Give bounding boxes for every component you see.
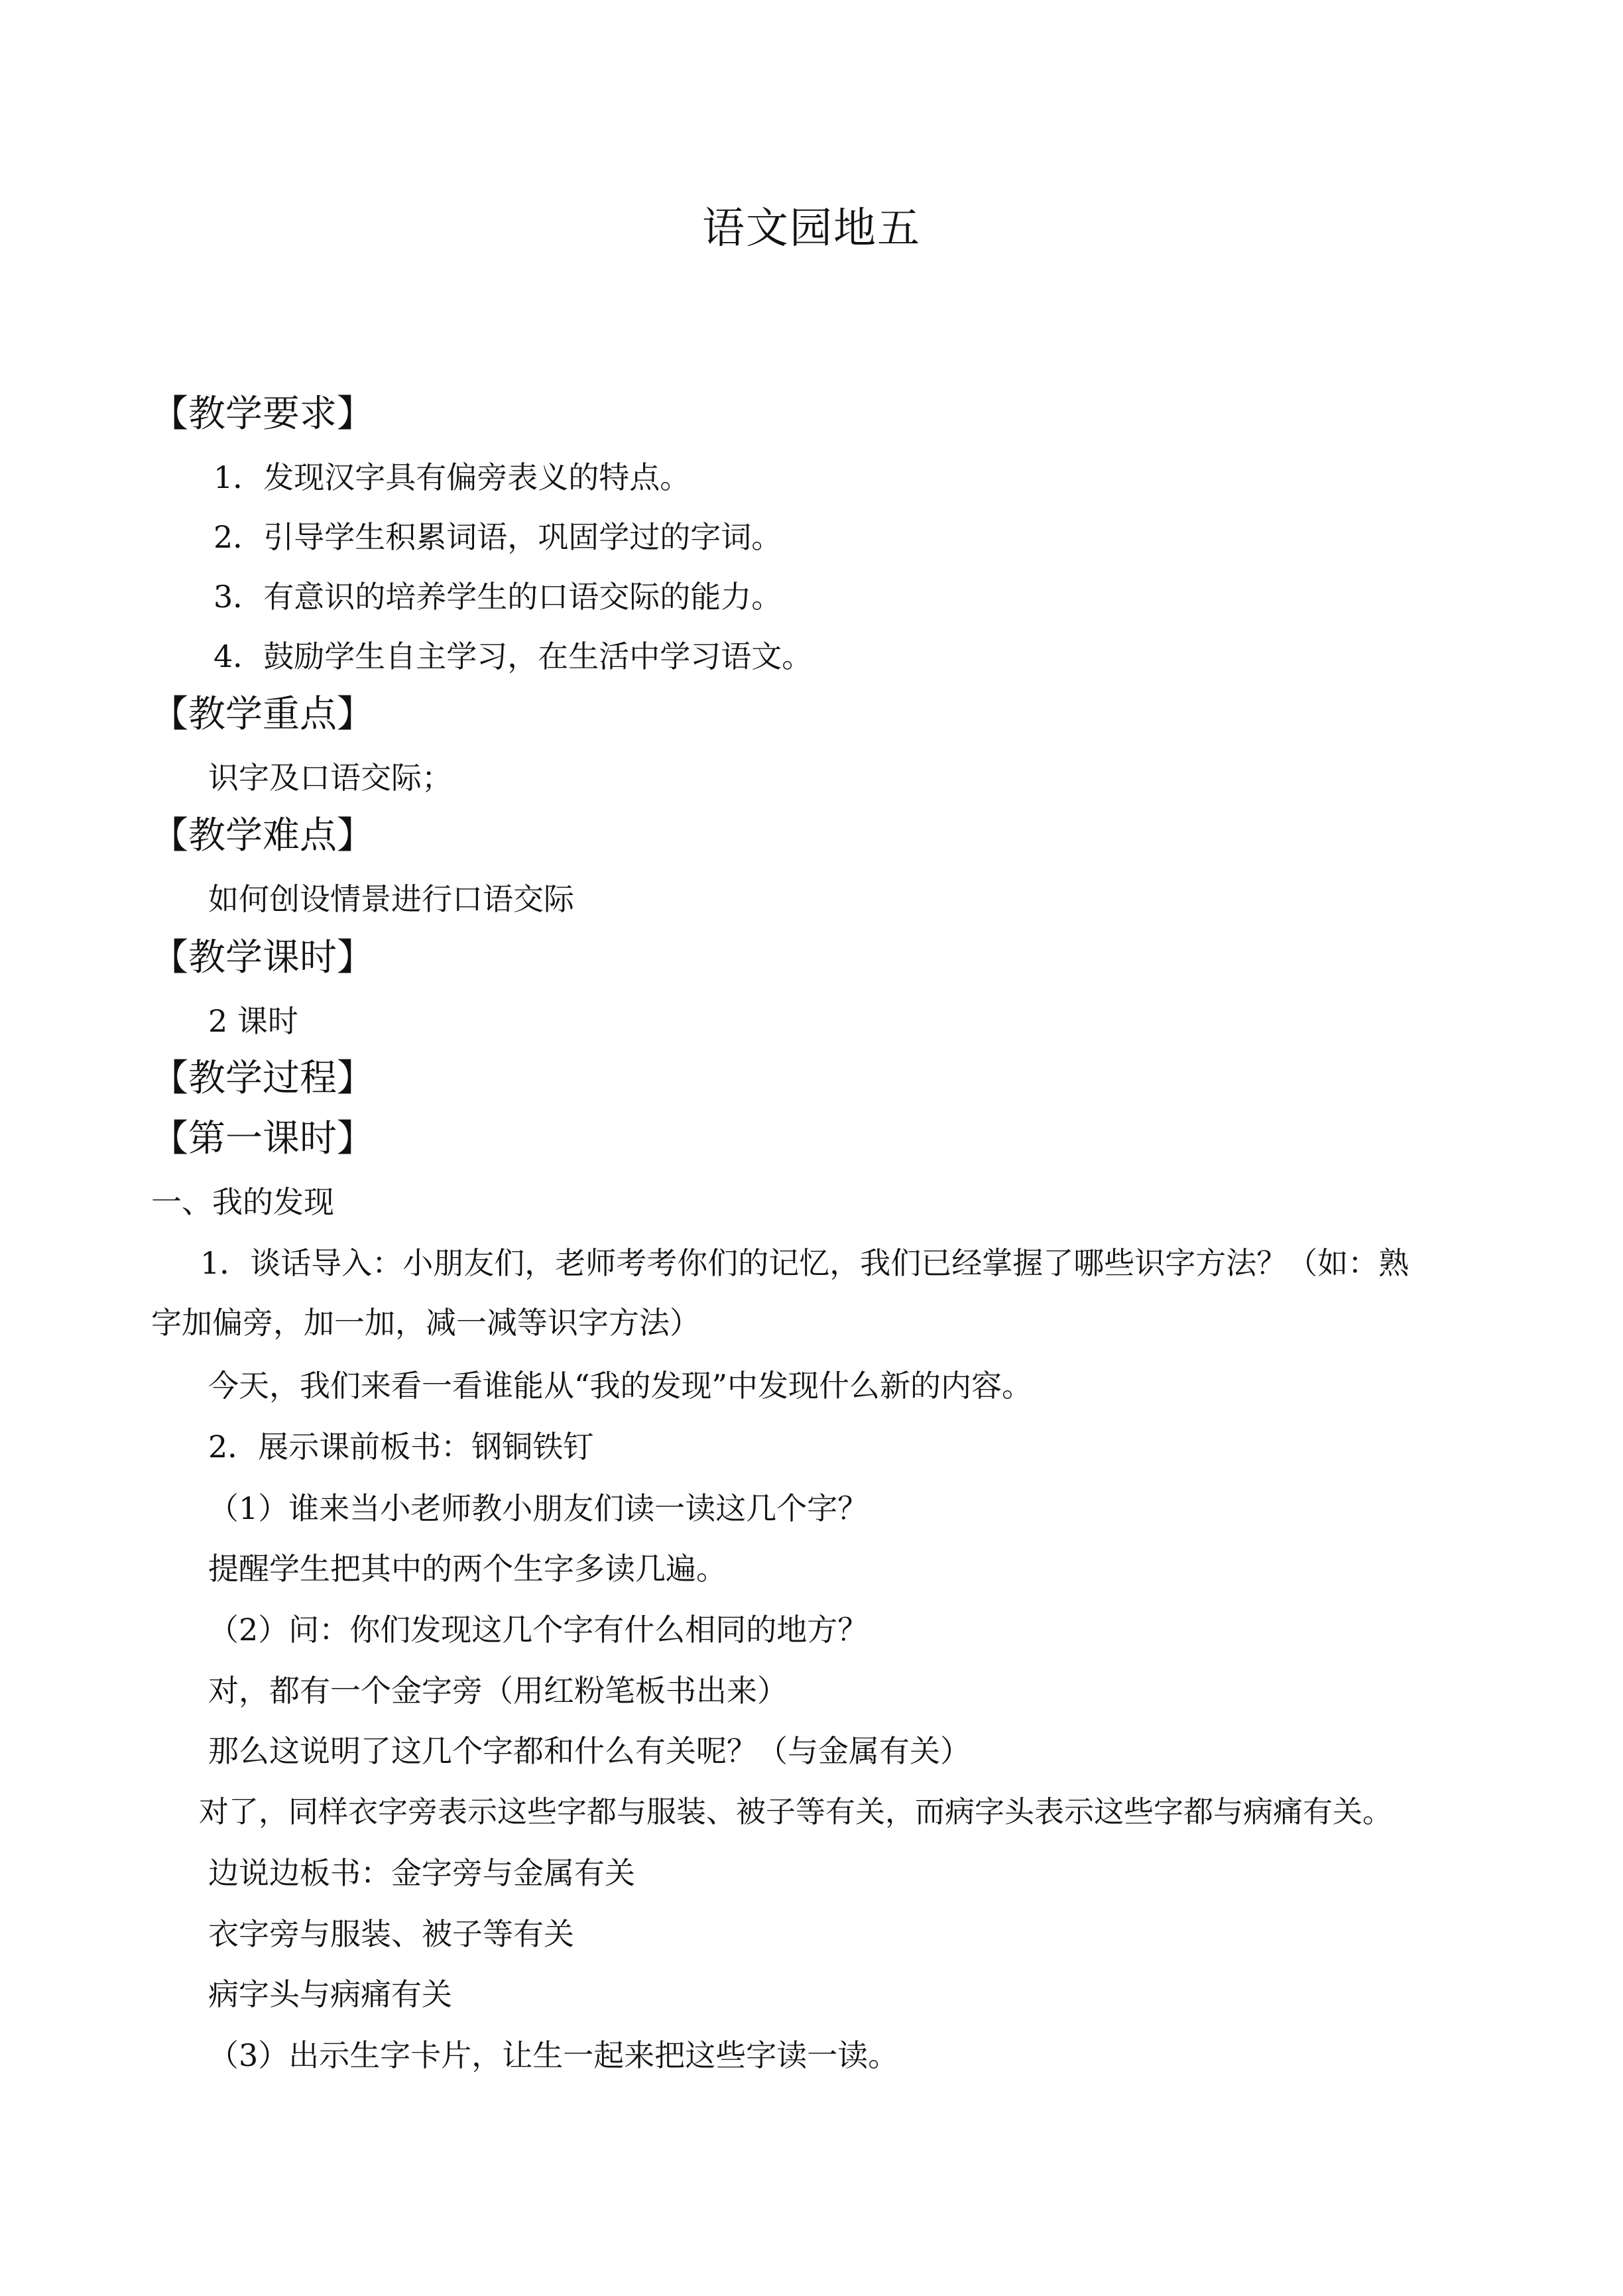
paragraph-line: 那么这说明了这几个字都和什么有关呢？（与金属有关） (208, 1733, 971, 1769)
requirement-item: 3．有意识的培养学生的口语交际的能力。 (213, 579, 782, 615)
part1-title: 一、我的发现 (151, 1184, 334, 1220)
hours-text: 2 课时 (208, 1003, 298, 1039)
paragraph-line: （2）问：你们发现这几个字有什么相同的地方？ (208, 1612, 869, 1648)
document-title: 语文园地五 (702, 204, 921, 253)
requirement-item: 1．发现汉字具有偏旁表义的特点。 (213, 459, 691, 495)
first-lesson-heading: 【第一课时】 (151, 1117, 374, 1160)
paragraph-line: （1）谁来当小老师教小朋友们读一读这几个字？ (208, 1490, 869, 1526)
requirements-heading: 【教学要求】 (151, 393, 374, 436)
paragraph-line: 对，都有一个金字旁（用红粉笔板书出来） (208, 1673, 788, 1709)
paragraph-line: 对了，同样衣字旁表示这些字都与服装、被子等有关，而病字头表示这些字都与病痛有关。 (199, 1794, 1393, 1829)
paragraph-line: 边说边板书：金字旁与金属有关 (208, 1855, 635, 1891)
paragraph-line: 今天，我们来看一看谁能从“我的发现”中发现什么新的内容。 (208, 1368, 1033, 1404)
paragraph-line: 字加偏旁，加一加，减一减等识字方法） (151, 1305, 700, 1341)
hours-heading: 【教学课时】 (151, 936, 374, 979)
process-heading: 【教学过程】 (151, 1057, 374, 1100)
paragraph-line: （3）出示生字卡片，让生一起来把这些字读一读。 (208, 2037, 899, 2073)
key-points-text: 识字及口语交际； (208, 760, 452, 796)
paragraph-line: 提醒学生把其中的两个生字多读几遍。 (208, 1551, 727, 1587)
paragraph-line: 2．展示课前板书：钢铜铁钉 (208, 1429, 594, 1465)
difficulties-heading: 【教学难点】 (151, 814, 374, 857)
paragraph-line: 衣字旁与服装、被子等有关 (208, 1916, 574, 1952)
difficulties-text: 如何创设情景进行口语交际 (208, 881, 574, 917)
requirement-item: 4．鼓励学生自主学习，在生活中学习语文。 (213, 638, 813, 674)
requirement-item: 2．引导学生积累词语，巩固学过的字词。 (213, 519, 782, 555)
key-points-heading: 【教学重点】 (151, 693, 374, 736)
paragraph-line: 病字头与病痛有关 (208, 1976, 452, 2012)
paragraph-line: 1．谈话导入：小朋友们，老师考考你们的记忆，我们已经掌握了哪些识字方法？（如：熟 (200, 1245, 1410, 1281)
